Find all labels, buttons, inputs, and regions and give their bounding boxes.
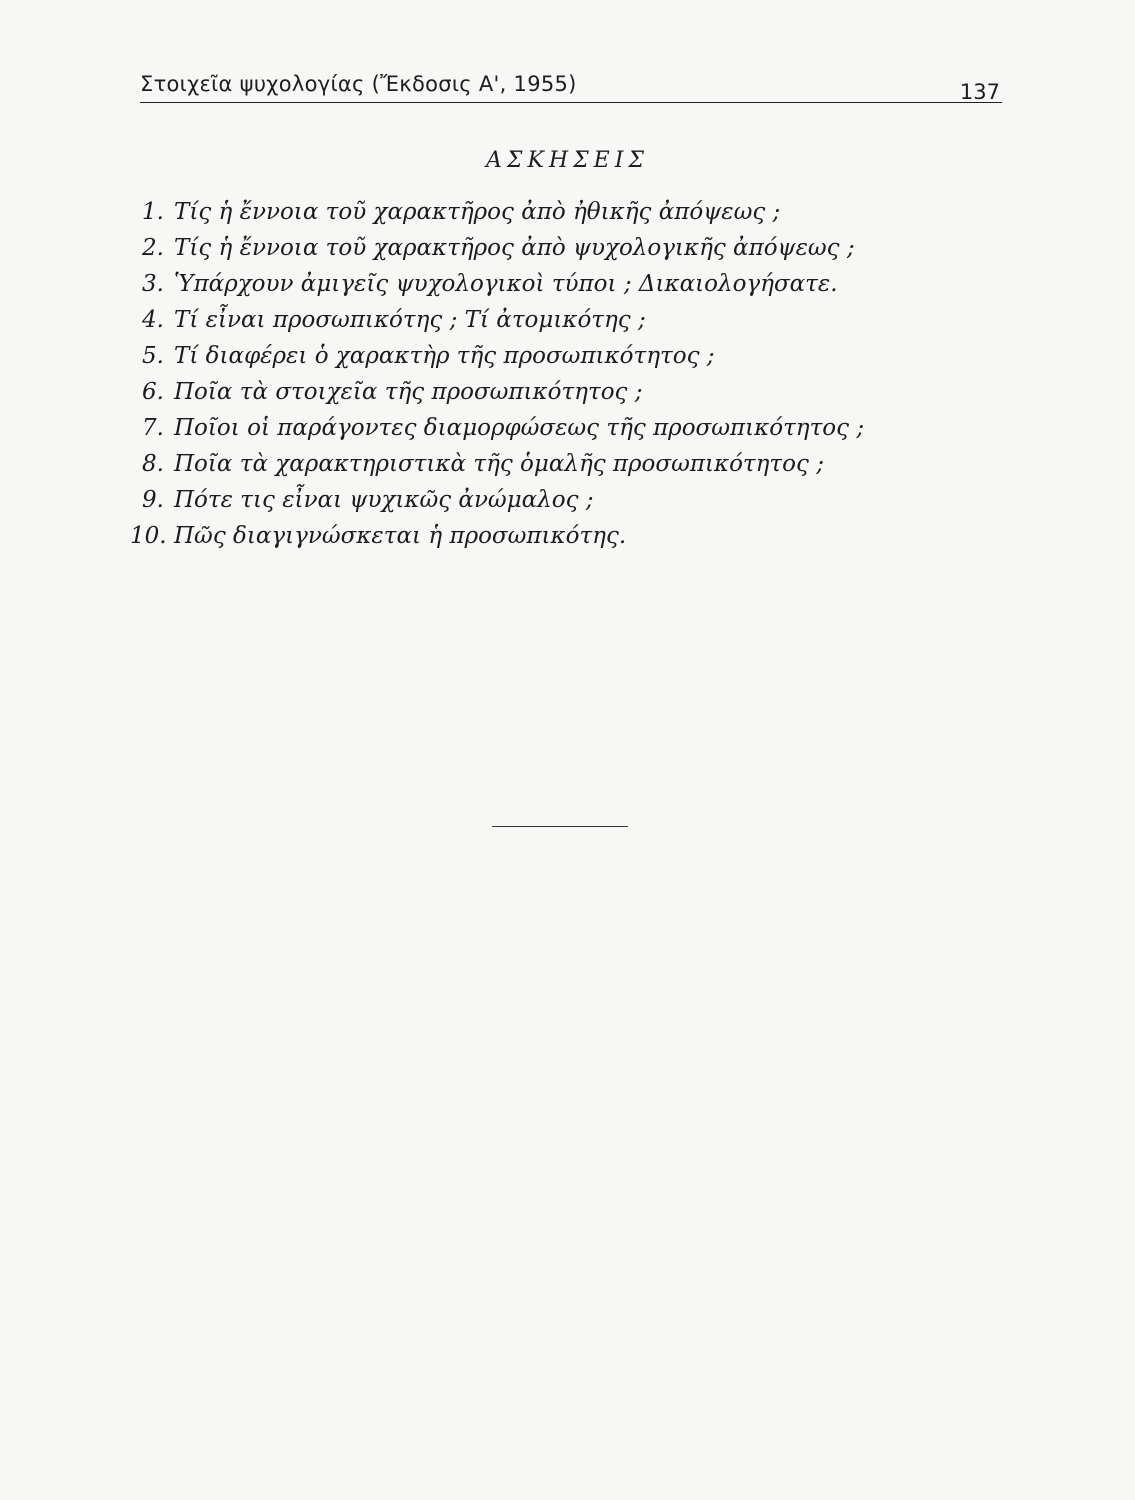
exercise-text: Πῶς διαγιγνώσκεται ἡ προσωπικότης. — [174, 523, 627, 549]
exercise-item — [130, 302, 990, 338]
exercise-text: Ὑπάρχουν ἀμιγεῖς ψυχολογικοὶ τύποι ; Δικαιολογήσατε. — [174, 271, 838, 297]
running-title: Στοιχεῖα ψυχολογίας (Ἔκδοσις Α', 1955) — [140, 72, 577, 96]
exercise-item — [130, 374, 990, 410]
exercise-item — [130, 194, 990, 230]
exercise-number: 7. — [142, 415, 164, 441]
exercise-number: 10. — [130, 523, 167, 549]
exercise-item — [130, 230, 990, 266]
exercise-number: 4. — [142, 307, 164, 333]
exercise-text: Τίς ἡ ἔννοια τοῦ χαρακτῆρος ἀπὸ ἠθικῆς ἀπόψεως ; — [174, 199, 781, 225]
exercise-number: 3. — [142, 271, 164, 297]
exercise-item — [130, 338, 990, 374]
exercise-text: Τί διαφέρει ὁ χαρακτὴρ τῆς προσωπικότητος ; — [174, 343, 715, 369]
exercise-text: Τί εἶναι προσωπικότης ; Τί ἀτομικότης ; — [174, 307, 646, 333]
exercise-text: Πότε τις εἶναι ψυχικῶς ἀνώμαλος ; — [174, 487, 594, 513]
exercise-number: 6. — [142, 379, 164, 405]
exercise-text: Ποῖα τὰ χαρακτηριστικὰ τῆς ὁμαλῆς προσωπικότητος ; — [174, 451, 824, 477]
exercise-text: Ποῖα τὰ στοιχεῖα τῆς προσωπικότητος ; — [174, 379, 643, 405]
exercise-number: 5. — [142, 343, 164, 369]
exercise-item — [130, 266, 990, 302]
exercise-item — [130, 518, 990, 554]
exercise-item — [130, 482, 990, 518]
exercise-number: 2. — [142, 235, 164, 261]
section-heading: ΑΣΚΗΣΕΙΣ — [486, 148, 649, 173]
exercise-number: 1. — [142, 199, 164, 225]
section-divider — [492, 826, 628, 827]
exercise-number: 8. — [142, 451, 164, 477]
page-number: 137 — [959, 80, 1000, 104]
exercise-text: Τίς ἡ ἔννοια τοῦ χαρακτῆρος ἀπὸ ψυχολογικῆς ἀπόψεως ; — [174, 235, 855, 261]
exercise-text: Ποῖοι οἱ παράγοντες διαμορφώσεως τῆς προσωπικότητος ; — [174, 415, 865, 441]
exercise-number: 9. — [142, 487, 164, 513]
running-head — [140, 70, 1002, 103]
exercise-item — [130, 446, 990, 482]
exercise-list — [130, 194, 990, 554]
exercise-item — [130, 410, 990, 446]
